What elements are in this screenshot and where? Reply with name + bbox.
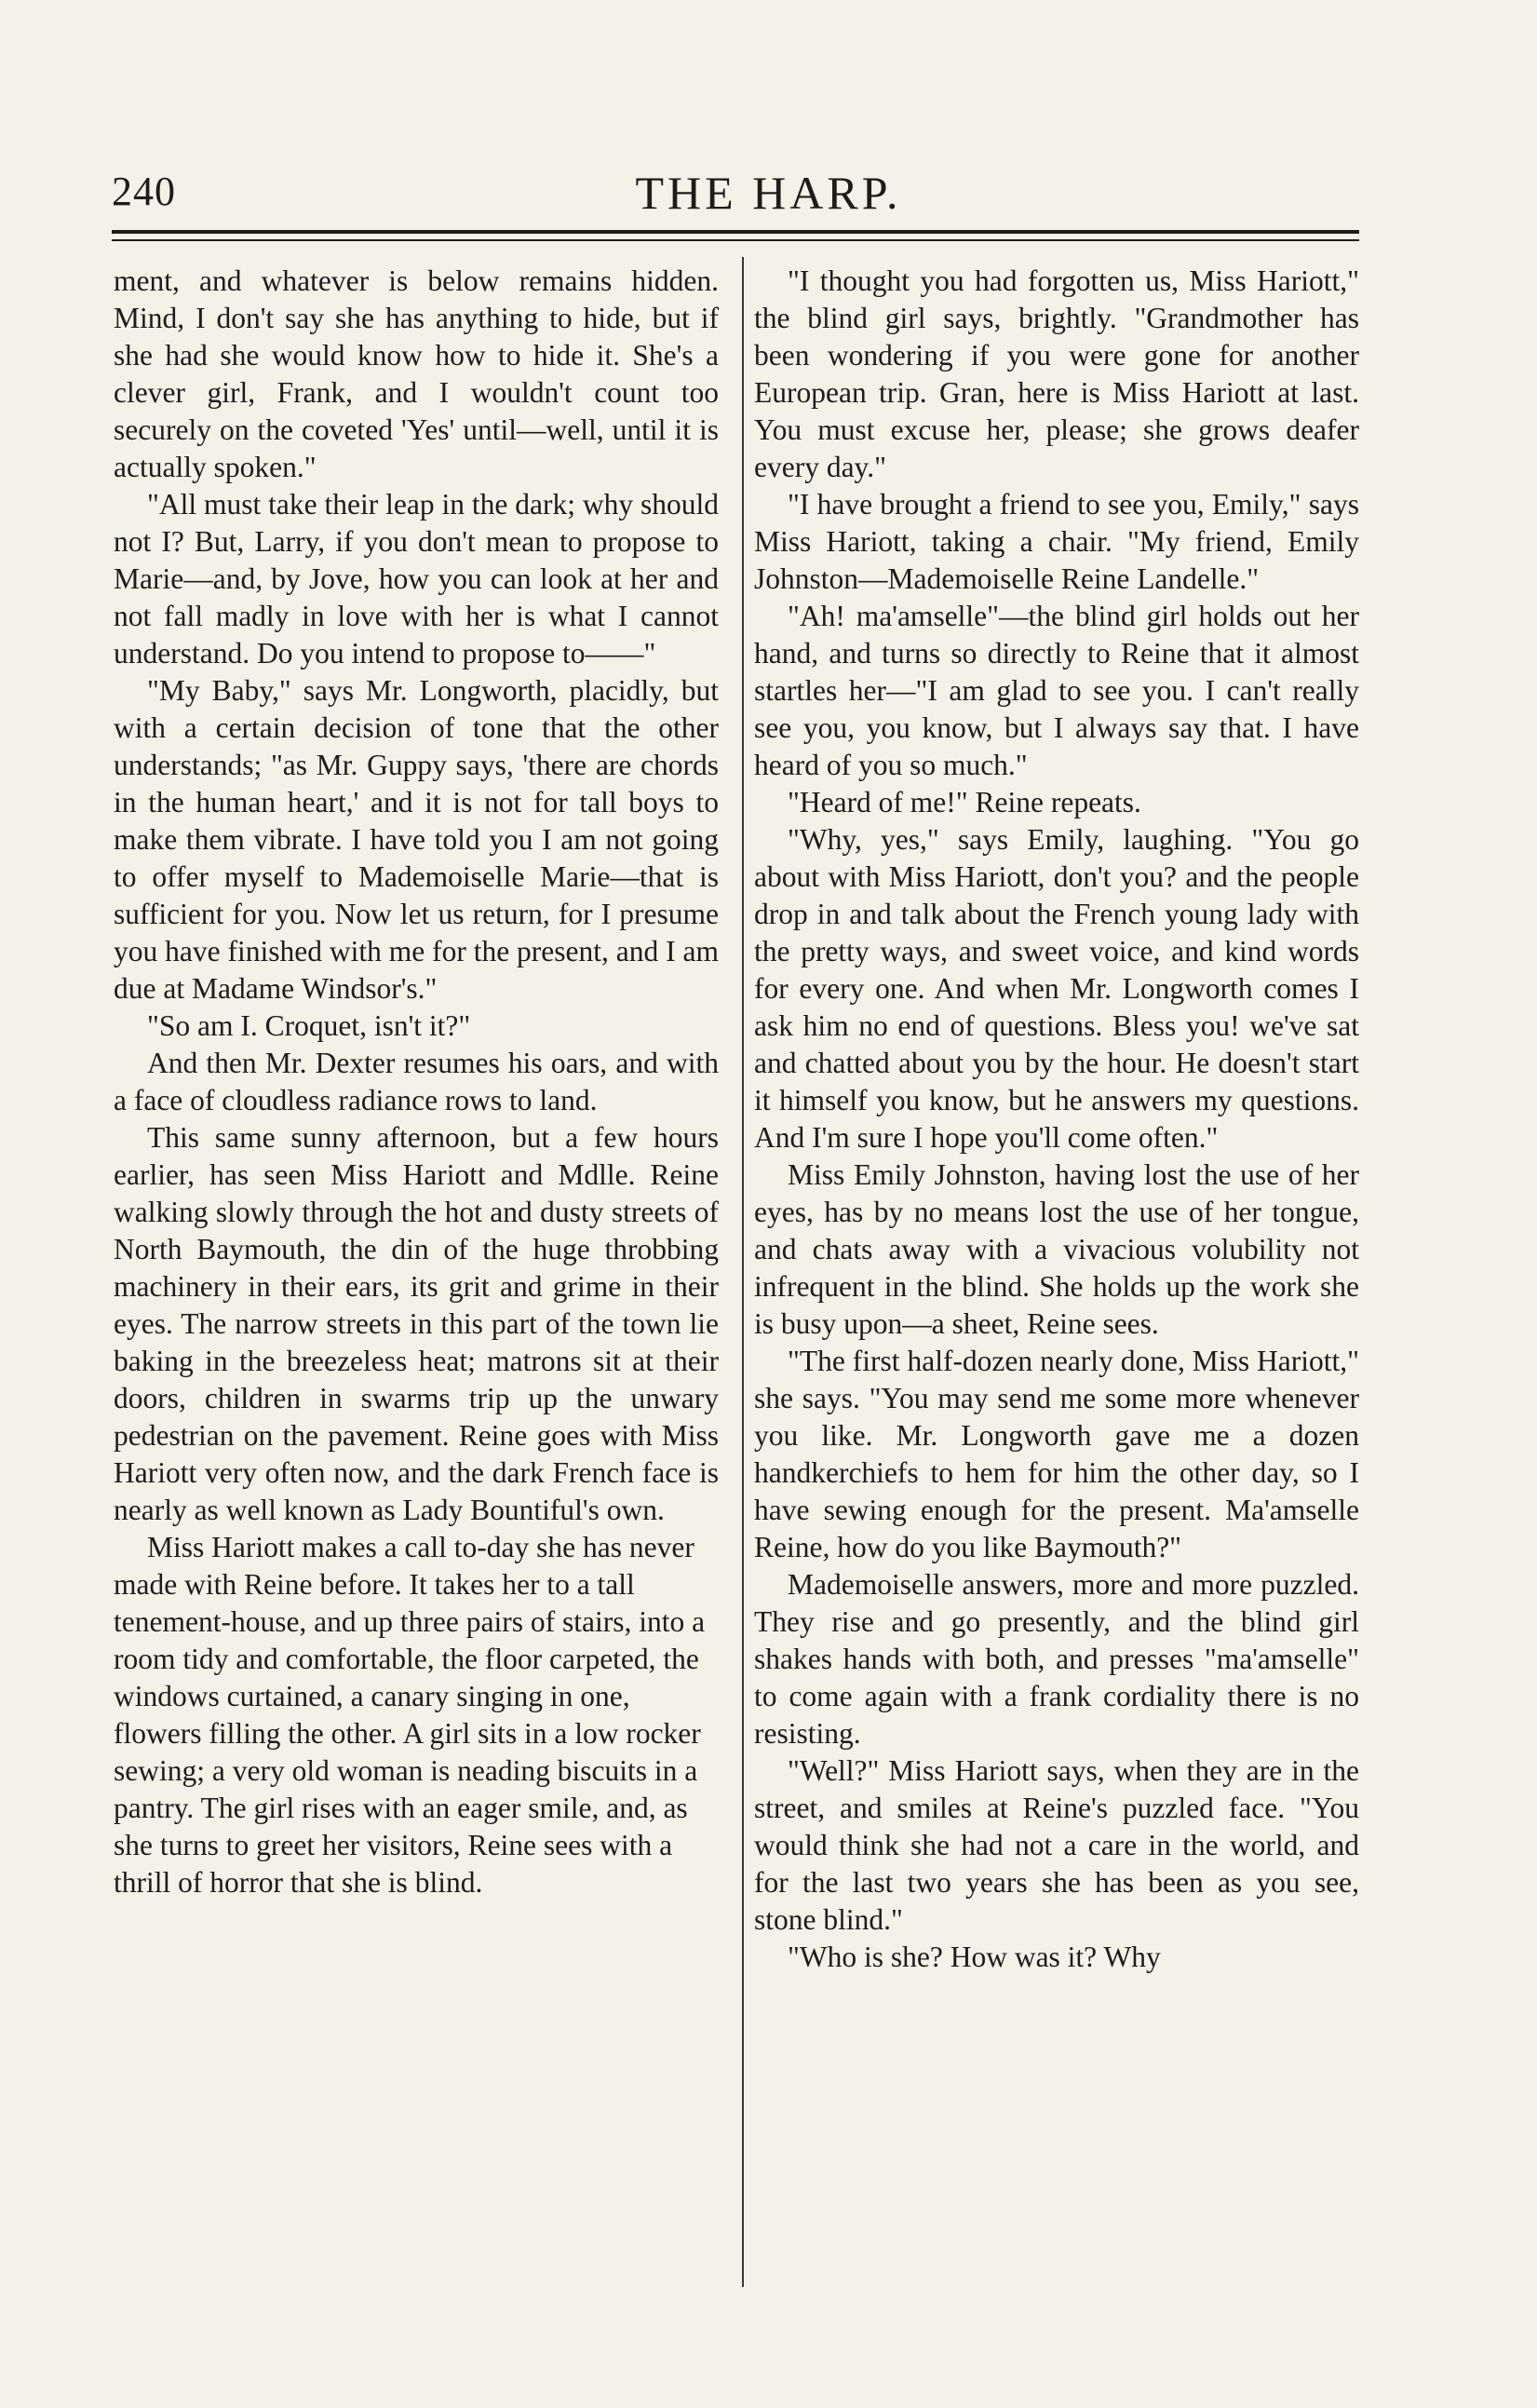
right-column [754,263,1359,1976]
paragraph: "My Baby," says Mr. Longworth, placidly, but with a certain decision of tone that the other understands; "as Mr. Guppy says, 'there are chords in the human heart,' and it is not for tall boys to make them vibrate. I have told you I am not going to offer myself to Mademoiselle Marie—that is sufficient for you. Now let us return, for I presume you have finished with me for the present, and I am due at Madame Windsor's." [114,674,719,1005]
paragraph: "So am I. Croquet, isn't it?" [147,1009,471,1042]
column-divider [742,257,744,2287]
header-rule-thick [112,230,1359,234]
paragraph: "The first half-dozen nearly done, Miss Hariott," she says. "You may send me some more whenever you like. Mr. Longworth gave me a dozen handkerchiefs to hem for him the other day, so I have sewing enough for the present. Ma'amselle Reine, how do you like Baymouth?" [754,1345,1359,1563]
paragraph: "Who is she? How was it? Why [788,1941,1161,1973]
paragraph: ment, and whatever is below remains hidden. Mind, I don't say she has anything to hide, but if she had she would know how to hide it. She's a clever girl, Frank, and I wouldn't count too securely on the coveted 'Yes' until—well, until it is actually spoken." [114,264,719,483]
paragraph: "I thought you had forgotten us, Miss Hariott," the blind girl says, brightly. "Grandmother has been wondering if you were gone for another European trip. Gran, here is Miss Hariott at last. You must excuse her, please; she grows deafer every day." [754,264,1359,483]
page-number: 240 [112,169,176,214]
paragraph: Mademoiselle answers, more and more puzzled. They rise and go presently, and the blind girl shakes hands with both, and presses "ma'amselle" to come again with a frank cordiality there is no resisting. [754,1568,1359,1750]
paragraph: And then Mr. Dexter resumes his oars, and with a face of cloudless radiance rows to land. [114,1047,719,1116]
left-column [114,263,719,1901]
paragraph: "Heard of me!" Reine repeats. [788,786,1141,818]
paragraph: "All must take their leap in the dark; why should not I? But, Larry, if you don't mean to propose to Marie—and, by Jove, how you can look at her and not fall madly in love with her is what I cannot understand. Do you intend to propose to——" [114,488,719,670]
paragraph: Miss Emily Johnston, having lost the use of her eyes, has by no means lost the use of her tongue, and chats away with a vivacious volubility not infrequent in the blind. She holds up the work she is busy upon—a sheet, Reine sees. [754,1158,1359,1340]
paragraph: Miss Hariott makes a call to-day she has never made with Reine before. It takes her to a tall tenement-house, and up three pairs of stairs, into a room tidy and comfortable, the floor carpeted, the windows curtained, a canary singing in one, flowers filling the other. A girl sits in a low rocker sewing; a very old woman is neading biscuits in a pantry. The girl rises with an eager smile, and, as she turns to greet her visitors, Reine sees with a thrill of horror that she is blind. [114,1531,706,1899]
paragraph: "Well?" Miss Hariott says, when they are in the street, and smiles at Reine's puzzled face. "You would think she had not a care in the world, and for the last two years she has been as you see, stone blind." [754,1754,1359,1936]
paragraph: "I have brought a friend to see you, Emily," says Miss Hariott, taking a chair. "My friend, Emily Johnston—Mademoiselle Reine Landelle." [754,488,1359,595]
paragraph: "Ah! ma'amselle"—the blind girl holds out her hand, and turns so directly to Reine that it almost startles her—"I am glad to see you. I can't really see you, you know, but I always say that. I have heard of you so much." [754,600,1359,781]
paragraph: This same sunny afternoon, but a few hours earlier, has seen Miss Hariott and Mdlle. Reine walking slowly through the hot and dusty streets of North Baymouth, the din of the huge throbbing machinery in their ears, its grit and grime in their eyes. The narrow streets in this part of the town lie baking in the breezeless heat; matrons sit at their doors, children in swarms trip up the unwary pedestrian on the pavement. Reine goes with Miss Hariott very often now, and the dark French face is nearly as well known as Lady Bountiful's own. [114,1121,719,1526]
running-head: THE HARP. [635,167,902,219]
paragraph: "Why, yes," says Emily, laughing. "You go about with Miss Hariott, don't you? and the people drop in and talk about the French young lady with the pretty ways, and sweet voice, and kind words for every one. And when Mr. Longworth comes I ask him no end of questions. Bless you! we've sat and chatted about you by the hour. He doesn't start it himself you know, but he answers my questions. And I'm sure I hope you'll come often." [754,823,1359,1154]
header-rule-thin [112,239,1359,241]
